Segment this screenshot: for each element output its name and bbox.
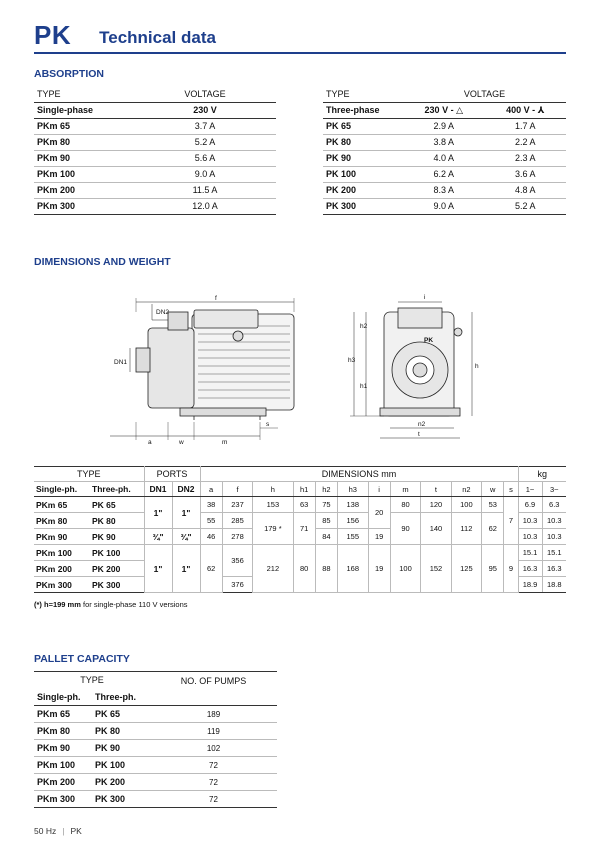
value-cell: 153 xyxy=(253,497,293,513)
col-header: 1~ xyxy=(518,482,542,497)
value-cell: 168 xyxy=(338,545,368,593)
dim-label-a: a xyxy=(148,439,152,444)
col-header: m xyxy=(390,482,420,497)
value-cell: 20 xyxy=(368,497,390,529)
ports-header: PORTS xyxy=(144,467,200,482)
current-cell: 11.5 A xyxy=(134,182,276,198)
col-header: s xyxy=(504,482,518,497)
count-cell: 119 xyxy=(150,723,277,740)
table-row xyxy=(34,545,566,561)
port-cell: 1" xyxy=(172,497,200,529)
current-cell: 12.0 A xyxy=(134,198,276,214)
current-cell: 6.2 A xyxy=(403,166,485,182)
table-row xyxy=(34,118,276,134)
model-cell: PK 100 xyxy=(323,166,403,182)
value-cell: 155 xyxy=(338,529,368,545)
value-cell: 140 xyxy=(421,513,451,545)
table-row xyxy=(323,134,566,150)
pump-front-view-drawing xyxy=(340,292,490,444)
model-cell: PK 65 xyxy=(92,706,150,723)
model-cell: PK 300 xyxy=(92,791,150,808)
value-cell: 85 xyxy=(315,513,337,529)
port-cell: ¾" xyxy=(144,529,172,545)
model-cell: PKm 100 xyxy=(34,166,134,182)
table-row xyxy=(323,150,566,166)
dim-label-h2: h2 xyxy=(360,323,368,330)
phase-label: Three-phase xyxy=(323,102,403,118)
footer-frequency: 50 Hz xyxy=(34,826,57,836)
current-cell: 3.7 A xyxy=(134,118,276,134)
current-cell: 5.2 A xyxy=(134,134,276,150)
table-row xyxy=(323,166,566,182)
single-phase-header: Single-ph. xyxy=(34,689,92,706)
model-cell: PK 65 xyxy=(323,118,403,134)
model-cell: PKm 90 xyxy=(34,740,92,757)
value-cell: 10.3 xyxy=(518,529,542,545)
value-cell: 6.3 xyxy=(542,497,566,513)
current-cell: 2.2 A xyxy=(485,134,566,150)
dim-label-h: h xyxy=(475,363,479,370)
current-cell: 8.3 A xyxy=(403,182,485,198)
model-cell: PKm 300 xyxy=(34,577,90,593)
value-cell: 16.3 xyxy=(542,561,566,577)
col-header: a xyxy=(200,482,222,497)
dims-header: DIMENSIONS mm xyxy=(200,467,518,482)
model-cell: PK 100 xyxy=(90,545,144,561)
value-cell: 19 xyxy=(368,529,390,545)
value-cell: 212 xyxy=(253,545,293,593)
footer-model: PK xyxy=(70,826,82,836)
current-cell: 9.0 A xyxy=(403,198,485,214)
value-cell: 138 xyxy=(338,497,368,513)
model-cell: PK 300 xyxy=(90,577,144,593)
model-cell: PK 90 xyxy=(90,529,144,545)
value-cell: 38 xyxy=(200,497,222,513)
type-label: TYPE xyxy=(323,86,403,102)
value-cell: 63 xyxy=(293,497,315,513)
dim-label-s: s xyxy=(266,421,270,428)
count-cell: 189 xyxy=(150,706,277,723)
table-row xyxy=(34,774,277,791)
table-row xyxy=(34,723,277,740)
absorption-title: ABSORPTION xyxy=(34,68,105,80)
page-header xyxy=(34,18,566,54)
dim-label-t: t xyxy=(418,431,420,438)
dim-label-dn1: DN1 xyxy=(114,359,128,366)
type-label: TYPE xyxy=(34,672,150,689)
footnote-mark: (*) h=199 mm xyxy=(34,600,81,609)
col-header: h2 xyxy=(315,482,337,497)
voltage-label: VOLTAGE xyxy=(134,86,276,102)
col-header: t xyxy=(421,482,451,497)
dimensions-footnote xyxy=(34,600,188,609)
table-row xyxy=(34,134,276,150)
model-cell: PKm 80 xyxy=(34,513,90,529)
value-cell: 80 xyxy=(293,545,315,593)
value-cell: 156 xyxy=(338,513,368,529)
port-cell: ¾" xyxy=(172,529,200,545)
value-cell: 376 xyxy=(222,577,252,593)
pallet-title: PALLET CAPACITY xyxy=(34,653,130,665)
model-cell: PKm 90 xyxy=(34,529,90,545)
model-cell: PKm 200 xyxy=(34,561,90,577)
model-cell: PKm 300 xyxy=(34,791,92,808)
model-cell: PKm 80 xyxy=(34,134,134,150)
model-cell: PK 200 xyxy=(92,774,150,791)
model-cell: PKm 200 xyxy=(34,182,134,198)
col-header: h xyxy=(253,482,293,497)
table-row xyxy=(34,150,276,166)
current-cell: 3.8 A xyxy=(403,134,485,150)
dimensions-title: DIMENSIONS AND WEIGHT xyxy=(34,256,171,268)
model-cell: PKm 100 xyxy=(34,757,92,774)
model-cell: PK 90 xyxy=(92,740,150,757)
table-row xyxy=(34,757,277,774)
value-cell: 55 xyxy=(200,513,222,529)
table-row xyxy=(34,740,277,757)
count-cell: 72 xyxy=(150,791,277,808)
absorption-single-table xyxy=(34,86,276,215)
dim-label-dn2: DN2 xyxy=(156,309,170,316)
col-header: i xyxy=(368,482,390,497)
pallet-table xyxy=(34,671,277,808)
model-cell: PK 300 xyxy=(323,198,403,214)
table-row xyxy=(34,791,277,808)
col-header: f xyxy=(222,482,252,497)
page-footer xyxy=(34,826,82,836)
value-cell: 95 xyxy=(482,545,504,593)
port-cell: 1" xyxy=(144,545,172,593)
model-cell: PK 80 xyxy=(90,513,144,529)
dim-label-h1: h1 xyxy=(360,383,368,390)
model-cell: PK 80 xyxy=(323,134,403,150)
value-cell: 10.3 xyxy=(542,513,566,529)
table-row xyxy=(323,118,566,134)
dn2-header: DN2 xyxy=(172,482,200,497)
model-cell: PK 200 xyxy=(90,561,144,577)
value-cell: 90 xyxy=(390,513,420,545)
current-cell: 1.7 A xyxy=(485,118,566,134)
table-row xyxy=(323,198,566,214)
model-cell: PKm 100 xyxy=(34,545,90,561)
col-header: h3 xyxy=(338,482,368,497)
count-cell: 102 xyxy=(150,740,277,757)
port-cell: 1" xyxy=(172,545,200,593)
value-cell: 88 xyxy=(315,545,337,593)
phase-label: Single-phase xyxy=(34,102,134,118)
table-row xyxy=(34,513,566,529)
value-cell: 46 xyxy=(200,529,222,545)
page-title: Technical data xyxy=(99,28,216,47)
value-cell: 10.3 xyxy=(542,529,566,545)
pk-logo-icon: PK xyxy=(424,337,434,344)
col-header: h1 xyxy=(293,482,315,497)
value-cell: 356 xyxy=(222,545,252,577)
value-cell: 152 xyxy=(421,545,451,593)
table-row xyxy=(34,497,566,513)
model-mark: PK xyxy=(34,20,72,50)
current-cell: 3.6 A xyxy=(485,166,566,182)
value-cell: 15.1 xyxy=(542,545,566,561)
model-cell: PKm 65 xyxy=(34,706,92,723)
footer-separator: | xyxy=(62,826,65,836)
value-cell: 100 xyxy=(451,497,481,513)
model-cell: PK 80 xyxy=(92,723,150,740)
col-header: 3~ xyxy=(542,482,566,497)
value-cell: 278 xyxy=(222,529,252,545)
value-cell: 16.3 xyxy=(518,561,542,577)
col-header: w xyxy=(482,482,504,497)
model-cell: PK 200 xyxy=(323,182,403,198)
model-cell: PK 100 xyxy=(92,757,150,774)
dimensions-table xyxy=(34,466,566,593)
dn1-header: DN1 xyxy=(144,482,172,497)
current-cell: 9.0 A xyxy=(134,166,276,182)
count-cell: 72 xyxy=(150,774,277,791)
value-cell: 19 xyxy=(368,545,390,593)
model-cell: PKm 65 xyxy=(34,118,134,134)
voltage-label: VOLTAGE xyxy=(403,86,566,102)
pump-side-view-drawing xyxy=(110,292,310,444)
current-cell: 5.2 A xyxy=(485,198,566,214)
value-cell: 18.8 xyxy=(542,577,566,593)
dim-label-i: i xyxy=(424,294,426,301)
dim-label-h3: h3 xyxy=(348,357,356,364)
value-cell: 75 xyxy=(315,497,337,513)
table-row xyxy=(34,182,276,198)
value-cell: 84 xyxy=(315,529,337,545)
type-header: TYPE xyxy=(34,467,144,482)
table-row xyxy=(34,706,277,723)
voltage-400: 400 V - ⅄ xyxy=(485,102,566,118)
single-phase-header: Single-ph. xyxy=(34,482,90,497)
value-cell: 285 xyxy=(222,513,252,529)
three-phase-header: Three-ph. xyxy=(92,689,150,706)
current-cell: 2.3 A xyxy=(485,150,566,166)
table-row xyxy=(323,182,566,198)
model-cell: PK 90 xyxy=(323,150,403,166)
port-cell: 1" xyxy=(144,497,172,529)
value-cell: 62 xyxy=(482,513,504,545)
value-cell: 120 xyxy=(421,497,451,513)
value-cell: 10.3 xyxy=(518,513,542,529)
model-cell: PKm 200 xyxy=(34,774,92,791)
value-cell: 6.9 xyxy=(518,497,542,513)
value-cell: 9 xyxy=(504,545,518,593)
col-header: n2 xyxy=(451,482,481,497)
voltage-230: 230 V - △ xyxy=(403,102,485,118)
value-cell: 53 xyxy=(482,497,504,513)
dim-label-m: m xyxy=(222,439,228,444)
value-cell: 80 xyxy=(390,497,420,513)
current-cell: 4.0 A xyxy=(403,150,485,166)
kg-header: kg xyxy=(518,467,566,482)
value-cell: 18.9 xyxy=(518,577,542,593)
model-cell: PKm 90 xyxy=(34,150,134,166)
table-row xyxy=(34,166,276,182)
value-cell: 100 xyxy=(390,545,420,593)
value-cell: 7 xyxy=(504,497,518,545)
current-cell: 5.6 A xyxy=(134,150,276,166)
current-cell: 2.9 A xyxy=(403,118,485,134)
value-cell: 71 xyxy=(293,513,315,545)
three-phase-header: Three-ph. xyxy=(90,482,144,497)
count-cell: 72 xyxy=(150,757,277,774)
value-cell: 125 xyxy=(451,545,481,593)
num-pumps-header: NO. OF PUMPS xyxy=(150,672,277,706)
dim-label-f: f xyxy=(215,295,217,302)
value-cell: 62 xyxy=(200,545,222,593)
footnote-text: for single-phase 110 V versions xyxy=(80,600,188,609)
voltage-230: 230 V xyxy=(134,102,276,118)
value-cell: 15.1 xyxy=(518,545,542,561)
type-label: TYPE xyxy=(34,86,134,102)
value-cell: 112 xyxy=(451,513,481,545)
dim-label-n2: n2 xyxy=(418,421,426,428)
dim-label-w: w xyxy=(179,439,184,444)
current-cell: 4.8 A xyxy=(485,182,566,198)
model-cell: PKm 80 xyxy=(34,723,92,740)
value-cell: 237 xyxy=(222,497,252,513)
model-cell: PK 65 xyxy=(90,497,144,513)
model-cell: PKm 65 xyxy=(34,497,90,513)
absorption-three-table xyxy=(323,86,566,215)
model-cell: PKm 300 xyxy=(34,198,134,214)
table-row xyxy=(34,198,276,214)
value-cell: 179 * xyxy=(253,513,293,545)
